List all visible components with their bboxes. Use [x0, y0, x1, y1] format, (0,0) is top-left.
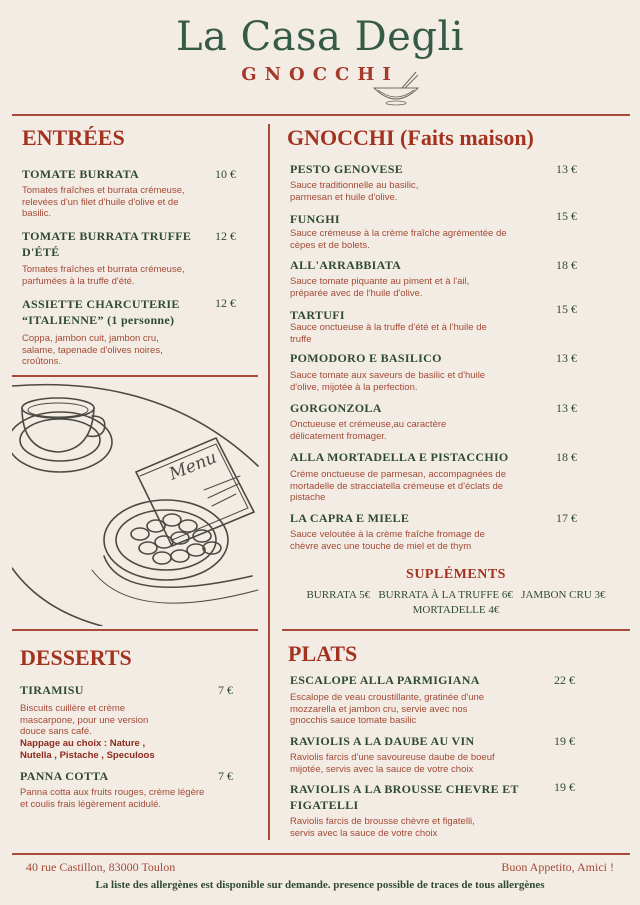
entree-name: TOMATE BURRATA TRUFFE D'ÉTÉ [22, 229, 192, 259]
entree-price: 12 € [215, 296, 236, 310]
plat-name: RAVIOLIS A LA BROUSSE CHEVRE ET FIGATELLI [290, 782, 519, 812]
dessert-toppings: Nappage au choix : Nature , Nutella , Pistache , Speculoos [20, 738, 155, 761]
entrees-divider [12, 375, 258, 377]
entree-desc: Coppa, jambon cuit, jambon cru, salame, tapenade d'olives noires, croûtons. [22, 333, 163, 367]
gnocchi-name: ALLA MORTADELLA E PISTACCHIO [290, 450, 509, 464]
illustration-divider [12, 629, 258, 631]
dessert-name: TIRAMISU [20, 683, 84, 697]
gnocchi-price: 15 € [556, 302, 577, 316]
gnocchi-price: 18 € [556, 450, 577, 464]
gnocchi-desc: Sauce veloutée à la crème fraîche fromage de chèvre avec une touche de miel et de thym [290, 529, 485, 552]
greeting: Buon Appetito, Amici ! [501, 860, 614, 874]
supplements-title: SUPLÉMENTS [406, 567, 506, 582]
plat-desc: Raviolis farcis d'une savoureuse daube de boeuf mijotée, servis avec la sauce de votre choix [290, 752, 495, 775]
gnocchi-price: 18 € [556, 258, 577, 272]
restaurant-subtitle: GNOCCHI [241, 64, 399, 85]
gnocchi-name: ALL'ARRABBIATA [290, 258, 402, 272]
supplements-line: MORTADELLE 4€ [412, 604, 500, 616]
plat-desc: Escalope de veau croustillante, gratinée d'une mozzarella et jambon cru, servie avec nos gnocchis sauce tomate basilic [290, 692, 485, 726]
gnocchi-name: PESTO GENOVESE [290, 162, 404, 176]
entree-price: 12 € [215, 229, 236, 243]
plat-name: RAVIOLIS A LA DAUBE AU VIN [290, 734, 475, 748]
supplements-line: BURRATA 5€ BURRATA À LA TRUFFE 6€ JAMBON CRU 3€ [306, 589, 606, 601]
entree-desc: Tomates fraîches et burrata crémeuse, relevées d'un filet d'huile d'olive et de basilic. [22, 185, 185, 219]
gnocchi-desc: Sauce onctueuse à la truffe d'été et à l'huile de truffe [290, 322, 487, 345]
gnocchi-desc: Sauce tomate piquante au piment et à l'ail, préparée avec de l'huile d'olive. [290, 276, 470, 299]
column-divider [268, 124, 270, 840]
gnocchi-price: 17 € [556, 511, 577, 525]
footer-divider [12, 853, 630, 855]
gnocchi-name: TARTUFI [290, 308, 345, 322]
gnocchi-name: GORGONZOLA [290, 401, 382, 415]
coffee-and-gnocchi-illustration [12, 380, 260, 626]
desserts-title: DESSERTS [20, 645, 132, 670]
gnocchi-desc: Onctueuse et crémeuse,au caractère délicatement fromager. [290, 419, 447, 442]
menu-card-label: Menu [166, 447, 220, 485]
plat-price: 19 € [554, 780, 575, 794]
gnocchi-title: GNOCCHI (Faits maison) [287, 125, 534, 150]
dessert-desc: Panna cotta aux fruits rouges, crème légère et coulis frais légèrement acidulé. [20, 787, 205, 810]
gnocchi-price: 13 € [556, 401, 577, 415]
restaurant-name: La Casa Degli [175, 14, 465, 60]
entree-price: 10 € [215, 167, 236, 181]
gnocchi-name: POMODORO E BASILICO [290, 351, 442, 365]
plat-price: 19 € [554, 734, 575, 748]
supplements-divider [282, 629, 630, 631]
gnocchi-desc: Sauce tomate aux saveurs de basilic et d'huile d'olive, mijotée à la perfection. [290, 370, 486, 393]
dessert-name: PANNA COTTA [20, 769, 109, 783]
header-divider [12, 114, 630, 116]
allergen-note: La liste des allergènes est disponible sur demande. presence possible de traces de tous allergènes [95, 879, 545, 891]
gnocchi-desc: Crème onctueuse de parmesan, accompagnées de mortadelle de stracciatella crémeuse et d'éclats de pistache [290, 469, 506, 503]
gnocchi-desc: Sauce crémeuse à la crème fraîche agrémentée de cèpes et de bolets. [290, 228, 507, 251]
plat-price: 22 € [554, 673, 575, 687]
gnocchi-price: 13 € [556, 162, 577, 176]
gnocchi-name: LA CAPRA E MIELE [290, 511, 410, 525]
entree-name: TOMATE BURRATA [22, 167, 139, 181]
gnocchi-desc: Sauce traditionnelle au basilic, parmesan et huile d'olive. [290, 180, 419, 203]
dessert-price: 7 € [218, 683, 233, 697]
bowl-icon [372, 70, 422, 108]
dessert-price: 7 € [218, 769, 233, 783]
entree-name: ASSIETTE CHARCUTERIE “ITALIENNE” (1 personne) [22, 297, 180, 327]
dessert-desc: Biscuits cuillère et crème mascarpone, pour une version douce sans café. [20, 703, 149, 737]
plat-name: ESCALOPE ALLA PARMIGIANA [290, 673, 480, 687]
entrees-title: ENTRÉES [22, 125, 125, 150]
gnocchi-price: 15 € [556, 209, 577, 223]
plat-desc: Raviolis farcis de brousse chèvre et figatelli, servis avec la sauce de votre choix [290, 816, 475, 839]
gnocchi-name: FUNGHI [290, 212, 340, 226]
plats-title: PLATS [288, 641, 358, 666]
address: 40 rue Castillon, 83000 Toulon [26, 860, 176, 874]
entree-desc: Tomates fraîches et burrata crémeuse, parfumées à la truffe d'été. [22, 264, 185, 287]
gnocchi-price: 13 € [556, 351, 577, 365]
